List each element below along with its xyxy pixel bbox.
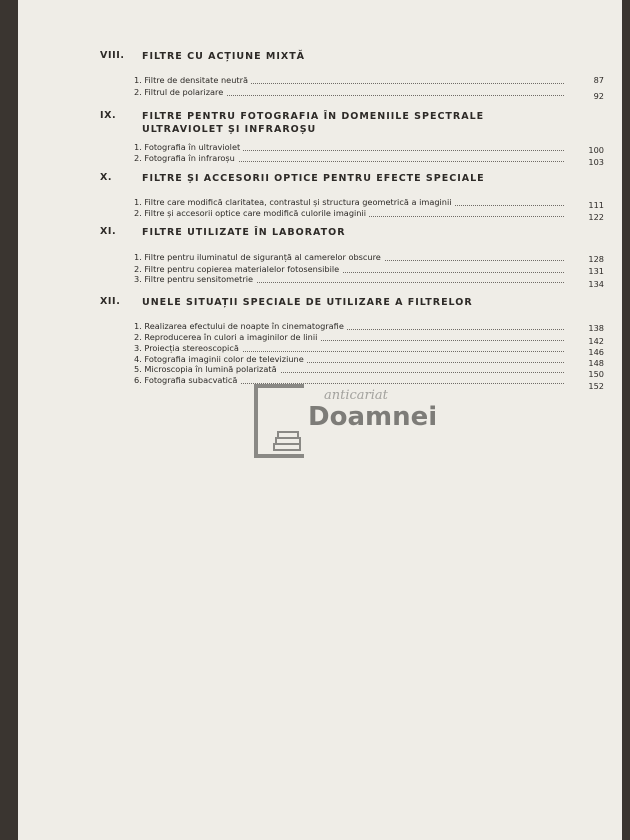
page-number: 138	[588, 323, 604, 333]
entry-label: 1. Realizarea efectului de noapte în cinematografie	[134, 321, 347, 332]
section-title: FILTRE ȘI ACCESORII OPTICE PENTRU EFECTE SPECIALE	[142, 173, 485, 184]
watermark-small-text: anticariat	[324, 388, 388, 403]
book-page	[18, 0, 622, 840]
page-number: 131	[588, 266, 604, 276]
toc-entry[interactable]	[134, 274, 604, 289]
watermark-big-text: Doamnei	[308, 402, 438, 432]
page-number: 142	[588, 336, 604, 346]
page-number: 148	[588, 358, 604, 368]
page-number: 87	[593, 75, 604, 85]
entry-label: 2. Fotografia în infraroșu	[134, 153, 238, 164]
watermark-logo	[254, 384, 438, 460]
page-number: 152	[588, 381, 604, 391]
entry-label: 6. Fotografia subacvatică	[134, 375, 240, 386]
page-number: 100	[588, 145, 604, 155]
entry-label: 1. Filtre de densitate neutră	[134, 75, 251, 86]
entry-label: 2. Filtre și accesorii optice care modifică culorile imaginii	[134, 208, 369, 219]
toc-entry[interactable]	[134, 87, 604, 101]
table-of-contents	[18, 0, 622, 840]
section-title: FILTRE CU ACȚIUNE MIXTĂ	[142, 51, 306, 62]
entry-label: 1. Filtre care modifică claritatea, contrastul și structura geometrică a imaginii	[134, 197, 455, 208]
entry-label: 2. Reproducerea în culori a imaginilor de linii	[134, 332, 320, 343]
page-number: 122	[588, 212, 604, 222]
toc-entry[interactable]	[134, 364, 604, 379]
page-number: 103	[588, 157, 604, 167]
toc-entry[interactable]	[134, 197, 604, 208]
entry-label: 3. Proiecția stereoscopică	[134, 343, 242, 354]
section-number: VIII.	[100, 50, 125, 61]
section-number: IX.	[100, 110, 117, 121]
toc-entry[interactable]	[134, 343, 604, 357]
toc-entry[interactable]	[134, 321, 604, 332]
page-number: 134	[588, 279, 604, 289]
entry-label: 3. Filtre pentru sensitometrie	[134, 274, 256, 285]
section-number: XII.	[100, 296, 121, 307]
section-number: XI.	[100, 226, 117, 237]
section-title: FILTRE PENTRU FOTOGRAFIA ÎN DOMENIILE SPECTRALE ULTRAVIOLET ȘI INFRAROȘU	[142, 111, 485, 135]
toc-entry[interactable]	[134, 75, 604, 86]
section-title: UNELE SITUAȚII SPECIALE DE UTILIZARE A FILTRELOR	[142, 297, 473, 308]
page-number: 146	[588, 347, 604, 357]
section-title: FILTRE UTILIZATE ÎN LABORATOR	[142, 227, 346, 238]
toc-entry[interactable]	[134, 332, 604, 346]
entry-label: 2. Filtre pentru copierea materialelor fotosensibile	[134, 264, 342, 275]
page-number: 92	[593, 91, 604, 101]
section-number: X.	[100, 172, 113, 183]
entry-label: 2. Filtrul de polarizare	[134, 87, 226, 98]
entry-label: 1. Fotografia în ultraviolet	[134, 142, 243, 153]
toc-entry[interactable]	[134, 252, 604, 263]
toc-entry[interactable]	[134, 208, 604, 222]
entry-label: 1. Filtre pentru iluminatul de siguranță al camerelor obscure	[134, 252, 384, 263]
page-number: 150	[588, 369, 604, 379]
books-icon	[272, 430, 304, 452]
page-number: 111	[588, 200, 604, 210]
toc-entry[interactable]	[134, 142, 604, 153]
toc-entry[interactable]	[134, 153, 604, 167]
entry-label: 4. Fotografia imaginii color de televiziune	[134, 354, 307, 365]
page-number: 128	[588, 254, 604, 264]
entry-label: 5. Microscopia în lumină polarizată	[134, 364, 280, 375]
